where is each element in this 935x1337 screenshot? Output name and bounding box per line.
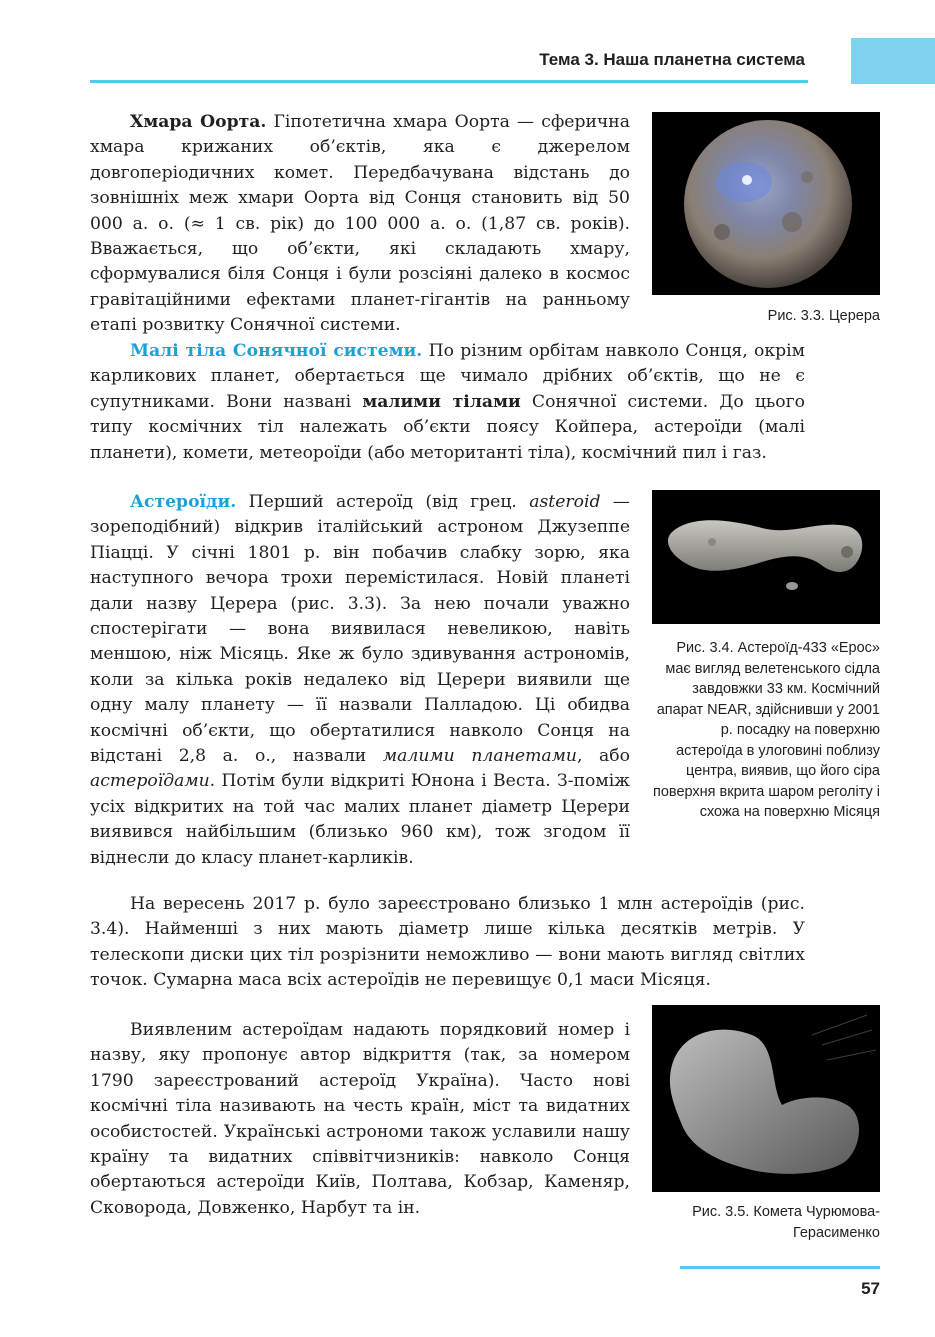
comet-caption: Рис. 3.5. Комета Чурюмова-Герасименко [692, 1204, 880, 1241]
small-bodies-heading: Малі тіла Сонячної системи. [130, 341, 423, 361]
small-bodies-paragraph [90, 339, 805, 466]
naming-section [90, 1018, 630, 1221]
chapter-tab [851, 38, 935, 84]
eros-caption: Рис. 3.4. Астероїд-433 «Ерос» має вигляд велетенського сідла завдовжки 33 км. Космічний апарат NEAR, здійснивши у 2001 р. посадку на поверхню астероїда в улоговині поблизу центра, виявив, що його сіра поверхня вкрита шаром реголіту і схожа на поверхню Місяця [653, 640, 880, 820]
count-section [90, 892, 805, 994]
count-paragraph: На вересень 2017 р. було зареєстровано близько 1 млн астероїдів (рис. 3.4). Найменші з них мають діаметр лише кілька десятків метрів. У телескопи диски цих тіл розрізнити неможливо — вони мають вигляд світлих точок. Сумарна маса всіх астероїдів не перевищує 0,1 маси Місяця. [90, 894, 805, 991]
asteroids-text-2: — зореподібний) відкрив італійський астроном Джузеппе Піацці. У січні 1801 р. він побачив слабку зорю, яка наступного вечора трохи перемістилася. Новій планеті дали назву Церера (рис. 3.3). За нею почали уважно спостерігати — вона виявилася невеликою, навіть меншою, ніж Місяць. Яке ж було здивування астрономів, коли за кілька років недалеко від Церери виявили ще одну малу планету — її назвали Палладою. Ці обидва космічні об’єкти, що обертатилися навколо Сонця на відстані 2,8 а. о., назвали [90, 492, 630, 767]
small-bodies-text-1: По різним орбітам навколо Сонця, окрім карликових планет, обертається ще чимало дрібних об’єктів, що не є супутниками. Вони названі [90, 341, 805, 412]
small-bodies-term: малими тілами [362, 391, 521, 412]
asteroids-term-asteroids: астероїдами [90, 771, 210, 792]
ceres-caption: Рис. 3.3. Церера [767, 308, 880, 324]
asteroids-text-1: Перший астероїд (від грец. [236, 492, 530, 512]
asteroids-heading: Астероїди. [130, 492, 237, 512]
oort-heading: Хмара Оорта. [130, 112, 267, 132]
asteroids-greek-term: asteroid [529, 492, 601, 512]
ceres-image [652, 112, 880, 295]
small-bodies-section [90, 339, 805, 466]
asteroids-text-3: , або [576, 746, 630, 767]
asteroids-paragraph [90, 490, 630, 871]
page-number: 57 [861, 1279, 880, 1298]
asteroids-term-small-planets: малими планетами [382, 746, 577, 767]
comet-image [652, 1005, 880, 1192]
oort-text: Гіпотетична хмара Оорта — сферична хмара крижаних об’єктів, яка є джерелом довгоперіодичних комет. Передбачувана відстань до зовнішніх меж хмари Оорта від Сонця становить від 50 000 а. о. (≈ 1 св. рік) до 100 000 а. о. (1,87 св. років). Вважається, що об’єкти, які складають хмару, сформувалися біля Сонця і були розсіяні далеко в космос гравітаційними ефектами планет-гігантів на ранньому етапі розвитку Сонячної системи. [90, 112, 630, 336]
header-rule [90, 80, 808, 83]
oort-paragraph [90, 110, 630, 339]
naming-paragraph: Виявленим астероїдам надають порядковий номер і назву, яку пропонує автор відкриття (так, за номером 1790 зареєстрований астероїд Україна). Часто нові космічні тіла називають на честь країн, міст та видатних особистостей. Українські астрономи також уславили нашу країну та видатних співвітчизників: навколо Сонця обертаються астероїди Київ, Полтава, Кобзар, Каменяр, Сковорода, Довженко, Нарбут та ін. [90, 1020, 630, 1218]
footer-rule [680, 1266, 880, 1269]
small-bodies-text-2: Сонячної системи. До цього типу космічних тіл належать об’єкти поясу Койпера, астероїди (малі планети), комети, метеороїди (або метоританті тіла), космічний пил і газ. [90, 391, 805, 463]
eros-image [652, 490, 880, 624]
chapter-title: Тема 3. Наша планетна система [539, 50, 805, 69]
asteroids-section [90, 490, 630, 871]
asteroids-text-4: . Потім були відкриті Юнона і Веста. З-поміж усіх відкритих на той час малих планет діаметр Церери виявився найбільшим (близько 960 км), тож згодом її віднесли до класу планет-карликів. [90, 771, 630, 868]
oort-section [90, 110, 630, 339]
